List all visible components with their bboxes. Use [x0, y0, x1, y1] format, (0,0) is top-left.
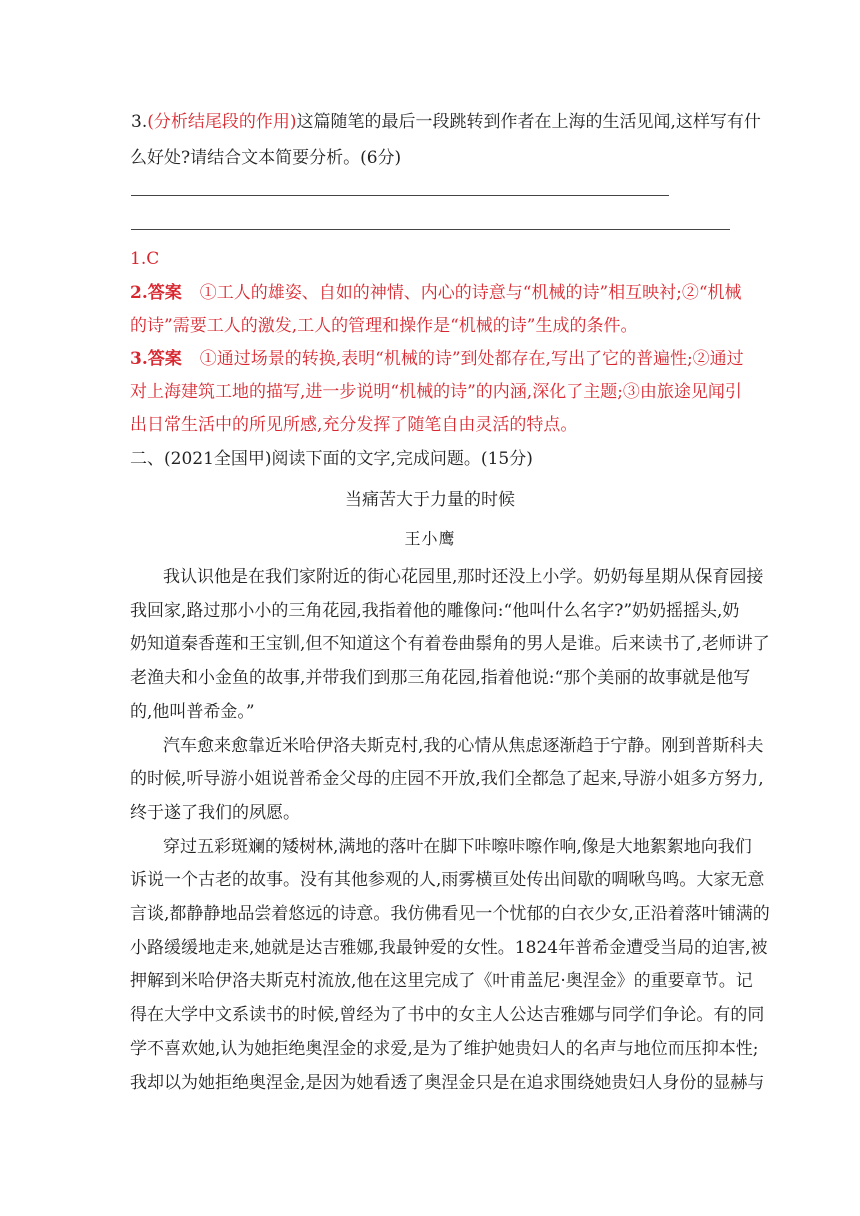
paragraph-3-line-4: 小路缓缓地走来,她就是达吉雅娜,我最钟爱的女性。1824年普希金遭受当局的迫害,被	[130, 938, 768, 958]
paragraph-2-line-3: 终于遂了我们的夙愿。	[130, 803, 300, 823]
question-text-2: 么好处?请结合文本简要分析。(6分)	[130, 148, 402, 168]
article-title: 当痛苦大于力量的时候	[345, 490, 515, 510]
paragraph-2-line-1: 汽车愈来愈靠近米哈伊洛夫斯克村,我的心情从焦虑逐渐趋于宁静。刚到普斯科夫	[163, 736, 764, 756]
paragraph-1-line-4: 老渔夫和小金鱼的故事,并带我们到那三角花园,指着他说:“那个美丽的故事就是他写	[130, 668, 751, 688]
paragraph-1-line-1: 我认识他是在我们家附近的街心花园里,那时还没上小学。奶奶每星期从保育园接	[163, 567, 764, 587]
answer-2-line-2: 的诗”需要工人的激发,工人的管理和操作是“机械的诗”生成的条件。	[130, 316, 638, 336]
paragraph-3-line-1: 穿过五彩斑斓的矮树林,满地的落叶在脚下咔嚓咔嚓作响,像是大地絮絮地向我们	[163, 837, 752, 857]
answer-blank-line-2	[131, 229, 730, 230]
answer-1: 1.C	[130, 249, 160, 269]
answer-3-line-3: 出日常生活中的所见所感,充分发挥了随笔自由灵活的特点。	[130, 415, 578, 435]
paragraph-3-line-3: 言谈,都静静地品尝着悠远的诗意。我仿佛看见一个忧郁的白衣少女,正沿着落叶铺满的	[130, 904, 770, 924]
paragraph-2-line-2: 的时候,听导游小姐说普希金父母的庄园不开放,我们全都急了起来,导游小姐多方努力,	[130, 769, 764, 789]
answer-3-line-1	[130, 348, 744, 370]
answer-3-line-2: 对上海建筑工地的描写,进一步说明“机械的诗”的内涵,深化了主题;③由旅途见闻引	[130, 382, 742, 402]
paragraph-1-line-5: 的,他叫普希金。”	[130, 702, 255, 722]
answer-2-line-1	[130, 282, 742, 304]
question-text-1: 这篇随笔的最后一段跳转到作者在上海的生活见闻,这样写有什	[296, 112, 761, 132]
answer-blank-line-1	[131, 195, 669, 196]
paragraph-3-line-7: 学不喜欢她,认为她拒绝奥涅金的求爱,是为了维护她贵妇人的名声与地位而压抑本性;	[130, 1039, 759, 1059]
paragraph-1-line-2: 我回家,路过那小小的三角花园,我指着他的雕像问:“他叫什么名字?”奶奶摇摇头,奶	[130, 601, 740, 621]
question-number: 3.	[131, 112, 148, 132]
paragraph-3-line-6: 得在大学中文系读书的时候,曾经为了书中的女主人公达吉雅娜与同学们争论。有的同	[130, 1005, 765, 1025]
answer-3-label: 3.答案	[130, 349, 182, 369]
answer-2-text-1: ①工人的雄姿、自如的神情、内心的诗意与“机械的诗”相互映衬;②“机械	[199, 283, 742, 303]
paragraph-3-line-2: 诉说一个古老的故事。没有其他参观的人,雨雾横亘处传出间歇的啁啾鸟鸣。大家无意	[130, 870, 765, 890]
paragraph-1-line-3: 奶知道秦香莲和王宝钏,但不知道这个有着卷曲鬃角的男人是谁。后来读书了,老师讲了	[130, 634, 770, 654]
answer-2-label: 2.答案	[130, 283, 182, 303]
answer-3-text-1: ①通过场景的转换,表明“机械的诗”到处都存在,写出了它的普遍性;②通过	[199, 349, 744, 369]
question-tag: (分析结尾段的作用)	[147, 112, 297, 132]
article-author: 王小鹰	[404, 529, 456, 548]
section-heading: 二、(2021全国甲)阅读下面的文字,完成问题。(15分)	[130, 449, 533, 469]
question-3-line-2	[130, 147, 401, 169]
question-3-line-1	[131, 111, 761, 133]
paragraph-3-line-8: 我却以为她拒绝奥涅金,是因为她看透了奥涅金只是在追求围绕她贵妇人身份的显赫与	[130, 1073, 765, 1093]
paragraph-3-line-5: 押解到米哈伊洛夫斯克村流放,他在这里完成了《叶甫盖尼·奥涅金》的重要章节。记	[130, 971, 753, 991]
